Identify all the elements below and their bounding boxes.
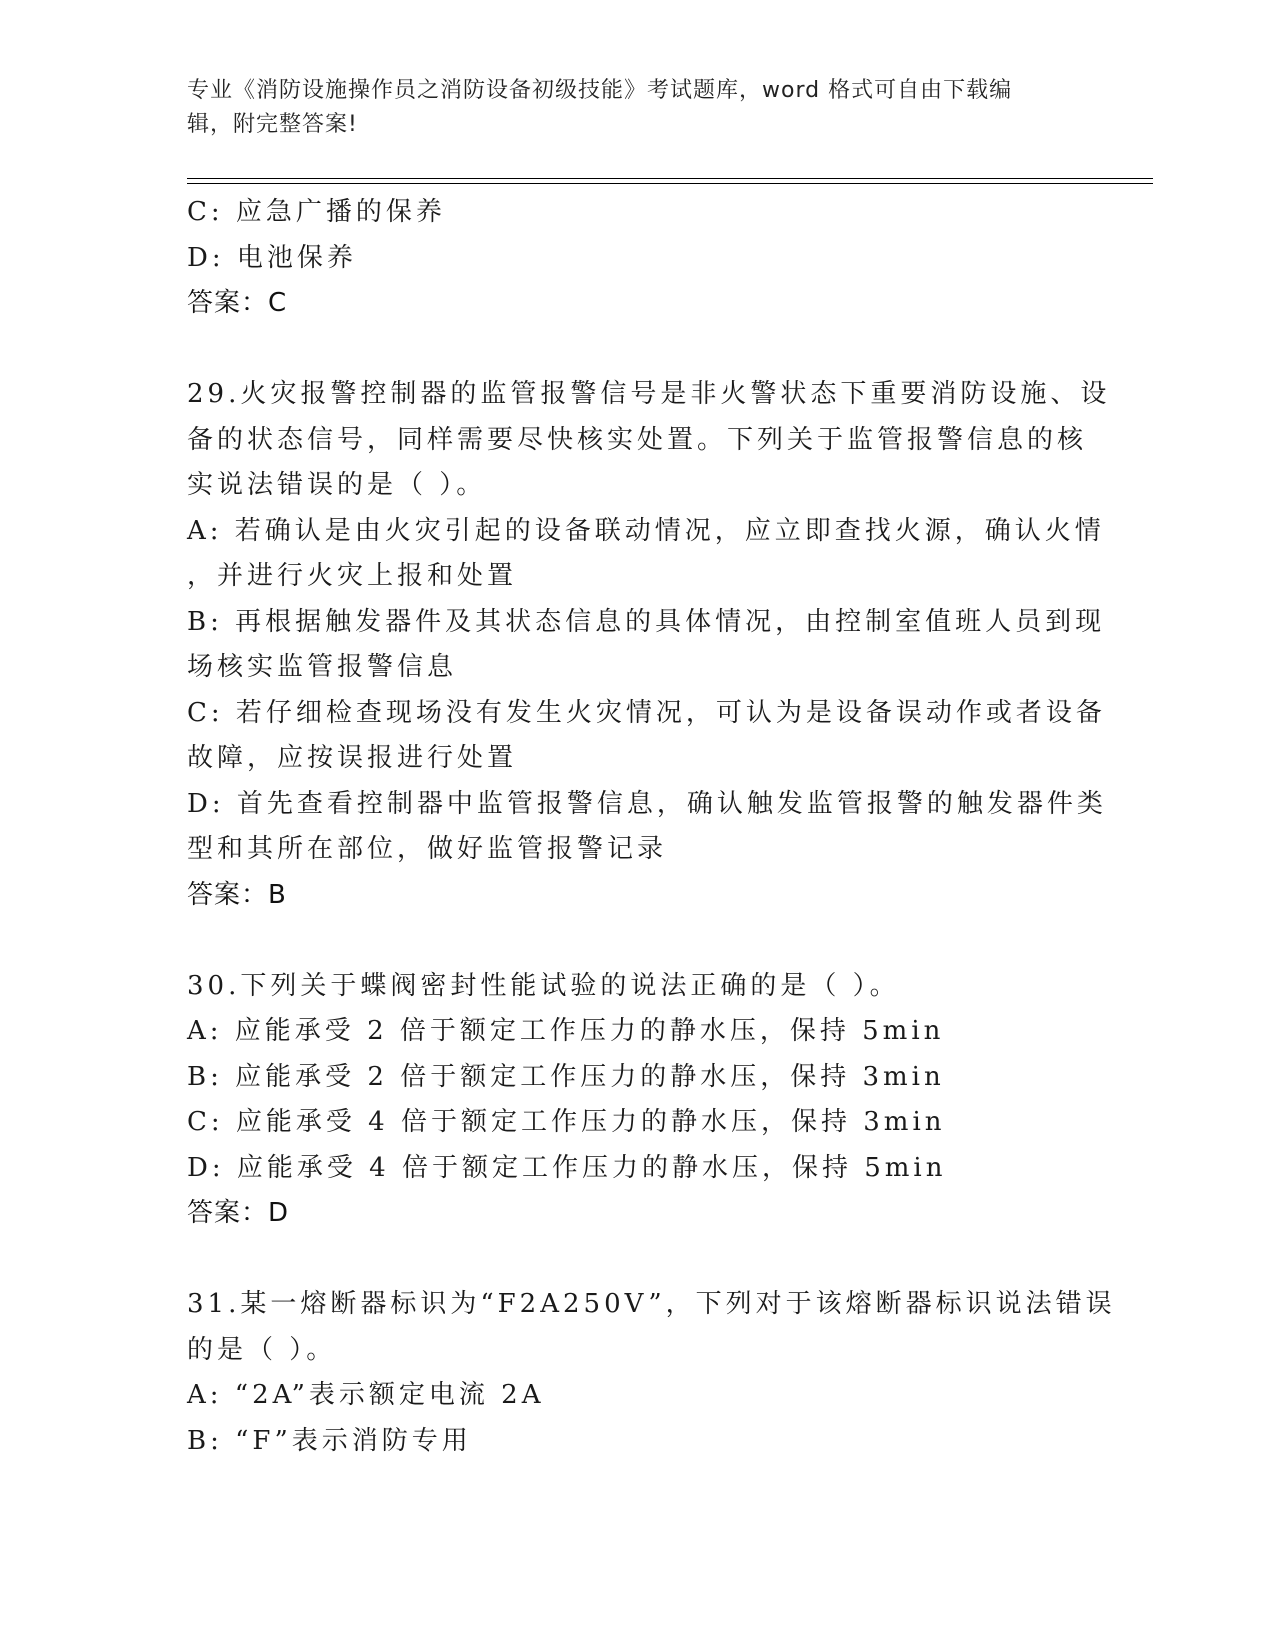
q31-option-a: A: “2A”表示额定电流 2A [187,1380,545,1410]
q29-answer: 答案：B [187,879,287,910]
q30-option-c: C: 应能承受 4 倍于额定工作压力的静水压，保持 3min [187,1107,946,1137]
q30-stem: 30.下列关于蝶阀密封性能试验的说法正确的是（ ）。 [187,970,900,1001]
q31-stem-line-2: 的是（ ）。 [187,1334,337,1365]
q29-option-d-line-2: 型和其所在部位，做好监管报警记录 [187,834,668,864]
q29-option-b-line-1: B: 再根据触发器件及其状态信息的具体情况，由控制室值班人员到现 [187,606,1106,637]
header-line-2: 辑，附完整答案! [187,112,358,137]
q29-option-c-line-2: 故障，应按误报进行处置 [187,743,518,773]
header-line-1: 专业《消防设施操作员之消防设备初级技能》考试题库，word 格式可自由下载编 [187,78,1013,103]
q30-option-a: A: 应能承受 2 倍于额定工作压力的静水压，保持 5min [187,1016,945,1046]
q28-option-c: C: 应急广播的保养 [187,197,446,227]
question-31 [187,1282,1116,1464]
q29-option-a-line-2: ，并进行火灾上报和处置 [187,561,518,591]
q29-option-a-line-1: A: 若确认是由火灾引起的设备联动情况，应立即查找火源，确认火情 [187,515,1105,546]
q28-answer: 答案：C [187,288,288,318]
spacer [187,918,1087,964]
q29-option-b-line-2: 场核实监管报警信息 [187,652,458,682]
q29-stem-line-2: 备的状态信号，同样需要尽快核实处置。下列关于监管报警信息的核 [187,424,1088,455]
q29-option-c-line-1: C: 若仔细检查现场没有发生火灾情况，可认为是设备误动作或者设备 [187,697,1106,728]
q29-stem-line-3: 实说法错误的是（ ）。 [187,470,487,500]
q29-option-d-line-1: D: 首先查看控制器中监管报警信息，确认触发监管报警的触发器件类 [187,788,1107,819]
question-29 [187,372,1111,918]
spacer [187,1237,1087,1283]
header-rule-bottom [187,183,1153,184]
header-rule-top [187,178,1153,179]
question-30 [187,964,1087,1237]
q31-option-b: B: “F”表示消防专用 [187,1425,472,1456]
question-28 [187,190,1087,327]
q30-option-d: D: 应能承受 4 倍于额定工作压力的静水压，保持 5min [187,1152,947,1183]
spacer [187,327,1087,373]
q29-stem-line-1: 29.火灾报警控制器的监管报警信号是非火警状态下重要消防设施、设 [187,379,1111,409]
q30-option-b: B: 应能承受 2 倍于额定工作压力的静水压，保持 3min [187,1061,945,1092]
question-content [187,190,1116,1464]
document-header [187,74,1067,142]
q28-option-d: D: 电池保养 [187,242,357,273]
q30-answer: 答案：D [187,1198,290,1228]
q31-stem-line-1: 31.某一熔断器标识为“F2A250V”，下列对于该熔断器标识说法错误 [187,1289,1116,1319]
